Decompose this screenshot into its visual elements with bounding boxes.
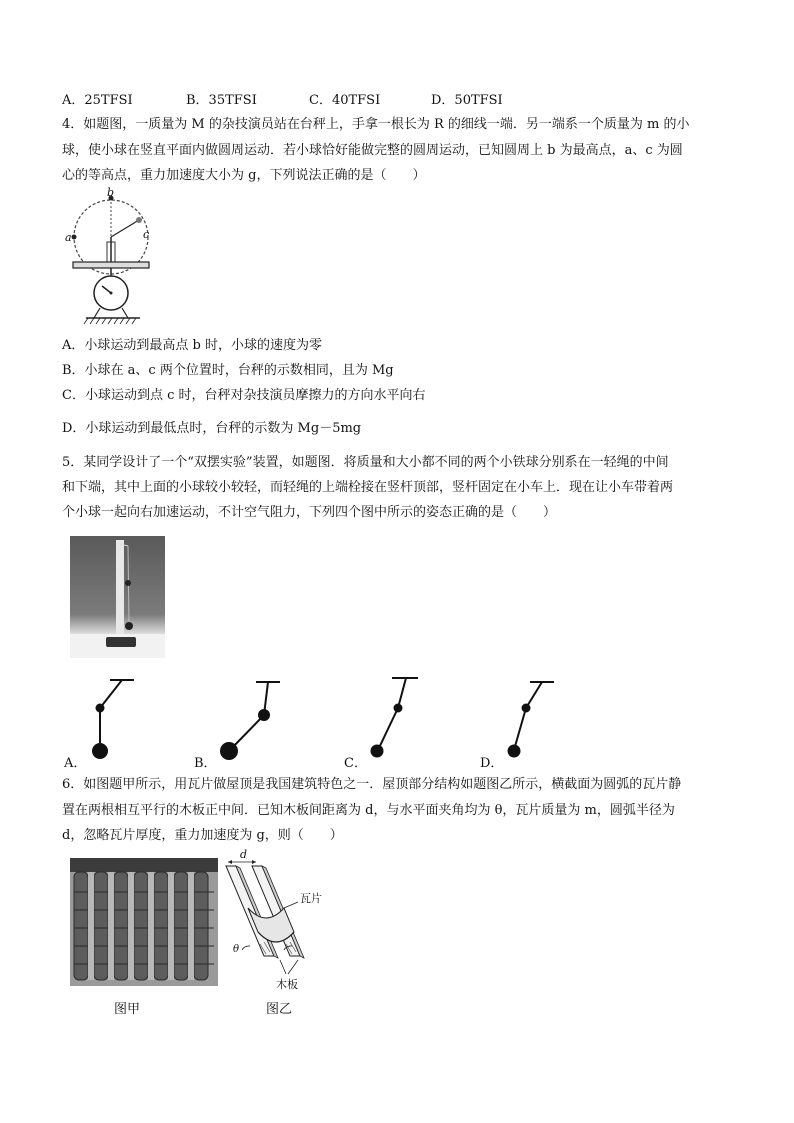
q3-option-a: A．25TFSI	[62, 93, 133, 108]
q6-caption-yi: 图乙	[266, 1002, 293, 1017]
q3-option-b: B．35TFSI	[186, 93, 257, 108]
q5-apparatus-photo	[70, 536, 165, 658]
q5-option-b-figure	[218, 678, 282, 762]
q6-label-d: d	[240, 848, 248, 861]
q6-caption-jia: 图甲	[114, 1002, 141, 1017]
q5-stem-line-3: 个小球一起向右加速运动，不计空气阻力，下列四个图中所示的姿态正确的是（ ）	[62, 505, 557, 520]
q5-label-c: C．	[344, 756, 367, 771]
q6-stem-line-3: d，忽略瓦片厚度，重力加速度为 g，则（ ）	[62, 828, 343, 843]
q5-option-a-figure	[88, 676, 138, 760]
q5-label-b: B．	[194, 756, 217, 771]
q4-label-b: b	[107, 186, 115, 199]
q5-option-d-figure	[502, 674, 558, 758]
q5-label-d: D．	[480, 756, 504, 771]
q6-stem-line-1: 6．如图题甲所示，用瓦片做屋顶是我国建筑特色之一．屋顶部分结构如题图乙所示，横截面为圆弧的瓦片静	[62, 777, 682, 792]
q6-roof-tiles-photo	[70, 858, 218, 986]
q6-stem-line-2: 置在两根相互平行的木板正中间．已知木板间距离为 d，与水平面夹角均为 θ，瓦片质量为 m，圆弧半径为	[62, 803, 675, 818]
q5-stem-line-1: 5．某同学设计了一个“双摆实验”装置，如题图．将质量和大小都不同的两个小铁球分别系在一轻绳的中间	[62, 455, 669, 470]
q4-option-b: B．小球在 a、c 两个位置时，台秤的示数相同，且为 Mg	[62, 363, 394, 378]
q4-option-c: C．小球运动到点 c 时，台秤对杂技演员摩擦力的方向水平向右	[62, 388, 426, 403]
q4-option-d: D．小球运动到最低点时，台秤的示数为 Mg－5mg	[62, 421, 362, 436]
q4-stem-line-2: 球，使小球在竖直平面内做圆周运动．若小球恰好能做完整的圆周运动，已知圆周上 b 为最高点，a、c 为圆	[62, 143, 683, 158]
q4-option-a: A．小球运动到最高点 b 时，小球的速度为零	[62, 338, 322, 353]
q6-planks-tile-diagram	[222, 852, 332, 988]
q4-figure-scale-pendulum	[64, 188, 154, 328]
q6-label-wapian: 瓦片	[300, 892, 322, 905]
q4-label-c: c	[143, 228, 150, 241]
q5-stem-line-2: 和下端，其中上面的小球较小较轻，而轻绳的上端栓接在竖杆顶部，竖杆固定在小车上．现在让小车带着两	[62, 480, 674, 495]
q3-option-d: D．50TFSI	[431, 93, 503, 108]
q6-label-theta-left: θ	[233, 944, 240, 955]
q4-stem-line-3: 心的等高点，重力加速度大小为 g，下列说法正确的是（ ）	[62, 168, 426, 183]
q5-option-c-figure	[366, 674, 422, 758]
q5-label-a: A．	[64, 756, 87, 771]
q6-label-muban: 木板	[276, 978, 298, 991]
q4-stem-line-1: 4．如题图，一质量为 M 的杂技演员站在台秤上，手拿一根长为 R 的细线一端．另一端系一个质量为 m 的小	[62, 117, 690, 132]
q4-label-a: a	[65, 231, 72, 244]
q3-option-c: C．40TFSI	[309, 93, 381, 108]
